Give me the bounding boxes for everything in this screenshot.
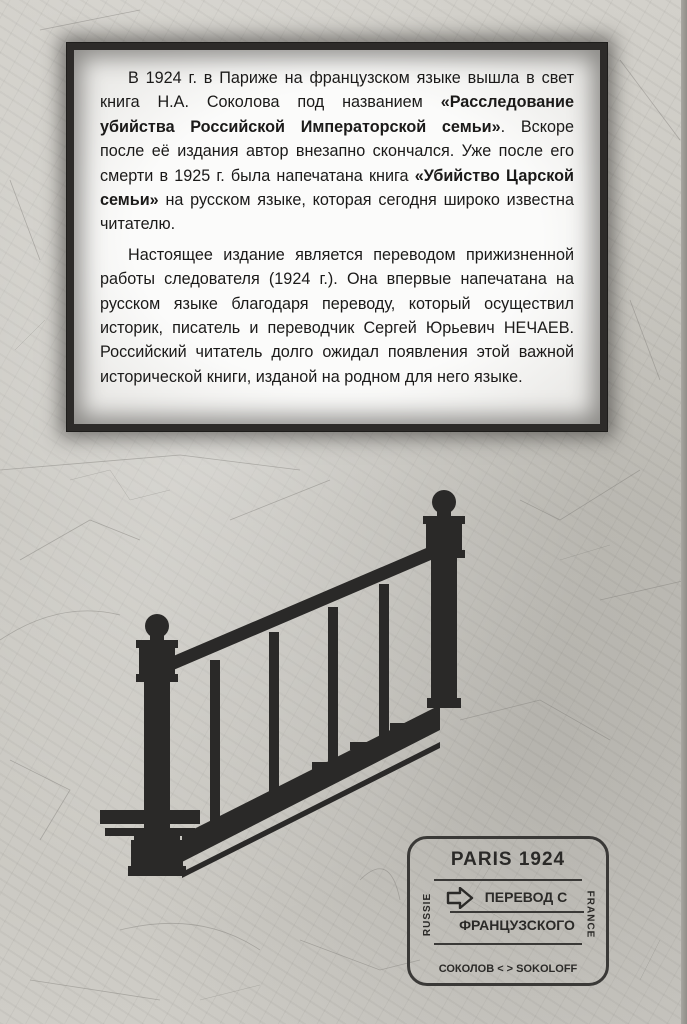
cover-edge (681, 0, 687, 1024)
annotation-text: на русском языке, которая сегодня широко известна читателю. (100, 191, 574, 234)
stamp-line-1: ПЕРЕВОД С (484, 889, 568, 905)
baluster (210, 660, 220, 830)
annotation-text: . Вскоре после её издания автор внезапно скончался. Уже после его смерти в 1925 г. была напечатана книга (100, 117, 574, 185)
handrail (164, 540, 445, 674)
stamp-divider (450, 911, 584, 913)
newel-post-left (128, 614, 186, 876)
annotation-paragraph-2 (100, 243, 574, 389)
annotation-frame (66, 42, 608, 432)
stamp-left-text: RUSSIE (422, 892, 434, 937)
annotation-paragraph-1 (100, 66, 574, 237)
newel-post-right (423, 490, 465, 708)
stamp-divider (434, 879, 582, 881)
book-title-russian: «Убийство Царской семьи» (100, 166, 574, 210)
stamp-bottom-text: СОКОЛОВ < > SOKOLOFF (438, 963, 578, 975)
stamp-divider (434, 943, 582, 945)
stamp-line-2: ФРАНЦУЗСКОГО (459, 917, 575, 933)
stamp-top-text: PARIS 1924 (450, 849, 566, 870)
book-title-original: «Расследование убийства Российской Императорской семьи» (100, 93, 574, 136)
annotation-panel (74, 50, 600, 424)
annotation-text: В 1924 г. в Париже на французском языке вышла в свет книга Н.А. Соколова под названием (100, 69, 574, 112)
annotation-text: Настоящее издание является переводом прижизненной работы следователя (1924 г.). Она впервые напечатана на русском языке благодаря переводу, который осуществил историк, писатель и переводчик Сергей Юрьевич НЕЧАЕВ. Российский читатель долго ожидал появления этой важной исторической книги, изданой на родном для него языке. (100, 245, 574, 386)
postmark-stamp (407, 836, 609, 986)
stamp-right-text: FRANCE (584, 890, 596, 939)
